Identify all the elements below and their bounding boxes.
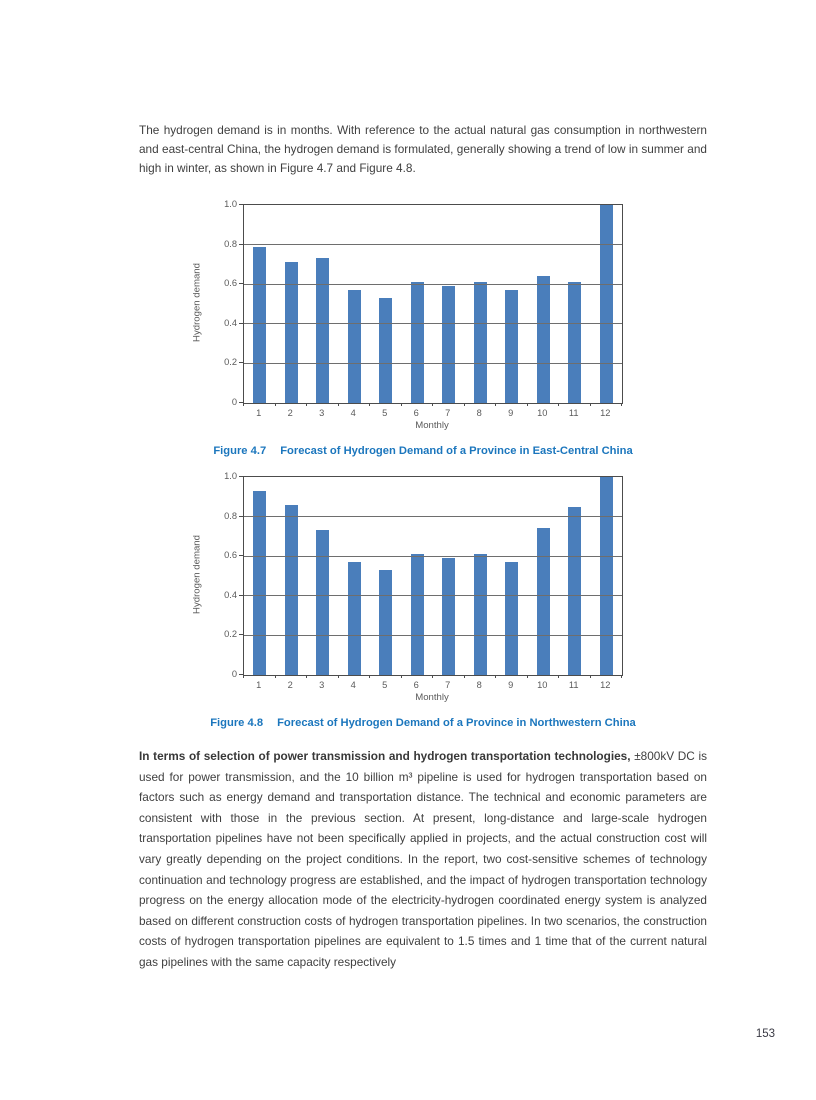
bar-chart-figure-4-7: [191, 198, 631, 432]
paragraph-technology-selection: [139, 746, 707, 973]
y-tick-label: 1.0: [224, 199, 237, 209]
bar-month-9: [505, 290, 518, 403]
x-tick-label: 5: [382, 680, 388, 690]
x-tick-label: 9: [508, 680, 514, 690]
y-tick-mark: [239, 516, 243, 517]
x-tick-label: 2: [287, 680, 293, 690]
bar-month-3: [316, 258, 329, 403]
x-tick-mark: [338, 675, 339, 678]
x-tick-mark: [590, 403, 591, 406]
bar-chart-figure-4-8: [191, 470, 631, 704]
y-tick-mark: [239, 323, 243, 324]
x-tick-label: 2: [287, 408, 293, 418]
figure-4-7-caption: [139, 445, 707, 457]
y-tick-label: 1.0: [224, 471, 237, 481]
x-tick-mark: [369, 403, 370, 406]
y-tick-mark: [239, 595, 243, 596]
y-axis-title: Hydrogen demand: [191, 535, 203, 614]
bar-month-7: [442, 558, 455, 675]
plot-area: [243, 204, 623, 404]
x-tick-label: 3: [319, 680, 325, 690]
x-tick-label: 10: [537, 680, 548, 690]
x-tick-mark: [306, 675, 307, 678]
y-tick-mark: [239, 555, 243, 556]
x-tick-mark: [527, 675, 528, 678]
y-tick-label: 0.6: [224, 278, 237, 289]
bar-month-12: [600, 477, 613, 675]
gridline: [244, 284, 622, 285]
x-tick-mark: [275, 403, 276, 406]
figure-label: Figure 4.7: [213, 445, 267, 457]
x-tick-label: 4: [350, 408, 356, 418]
x-tick-label: 12: [600, 408, 611, 418]
y-tick-mark: [239, 244, 243, 245]
bar-month-6: [411, 282, 424, 403]
gridline: [244, 244, 622, 245]
x-axis-title: Monthly: [415, 692, 449, 703]
x-tick-label: 8: [476, 680, 482, 690]
figure-label: Figure 4.8: [210, 717, 264, 729]
gridline: [244, 556, 622, 557]
y-tick-label: 0.6: [224, 550, 237, 561]
figure-4-8-caption: [139, 717, 707, 729]
bar-month-8: [474, 282, 487, 403]
gridline: [244, 323, 622, 324]
gridline: [244, 363, 622, 364]
x-tick-label: 6: [413, 408, 419, 418]
page-number: 153: [755, 1028, 775, 1040]
y-tick-label: 0: [231, 397, 237, 407]
x-tick-label: 8: [476, 408, 482, 418]
x-tick-label: 10: [537, 408, 548, 418]
y-axis-title: Hydrogen demand: [191, 263, 203, 342]
bar-month-6: [411, 554, 424, 675]
x-tick-mark: [464, 403, 465, 406]
x-tick-mark: [495, 403, 496, 406]
paragraph-bold-lead: In terms of selection of power transmission and hydrogen transportation technologies,: [139, 749, 631, 763]
x-tick-mark: [590, 675, 591, 678]
x-tick-mark: [527, 403, 528, 406]
x-tick-mark: [243, 403, 244, 406]
y-tick-mark: [239, 204, 243, 205]
bar-month-4: [348, 290, 361, 403]
x-tick-mark: [338, 403, 339, 406]
bar-month-1: [253, 491, 266, 675]
x-tick-mark: [401, 403, 402, 406]
x-axis-title: Monthly: [415, 420, 449, 431]
x-tick-mark: [621, 403, 622, 406]
x-tick-label: 6: [413, 680, 419, 690]
bar-month-10: [537, 528, 550, 675]
x-tick-mark: [558, 403, 559, 406]
x-tick-label: 7: [445, 680, 451, 690]
x-tick-mark: [243, 675, 244, 678]
bar-month-5: [379, 570, 392, 675]
bar-month-3: [316, 530, 329, 675]
x-tick-mark: [432, 403, 433, 406]
y-tick-label: 0.4: [224, 317, 237, 328]
y-tick-mark: [239, 362, 243, 363]
x-tick-label: 9: [508, 408, 514, 418]
gridline: [244, 595, 622, 596]
x-tick-mark: [558, 675, 559, 678]
x-tick-mark: [495, 675, 496, 678]
x-tick-label: 1: [256, 680, 262, 690]
y-tick-label: 0.4: [224, 589, 237, 600]
bar-month-11: [568, 507, 581, 675]
x-tick-label: 3: [319, 408, 325, 418]
bar-month-9: [505, 562, 518, 675]
x-tick-mark: [621, 675, 622, 678]
bar-month-7: [442, 286, 455, 403]
y-tick-mark: [239, 476, 243, 477]
x-tick-label: 11: [568, 408, 579, 418]
x-tick-mark: [401, 675, 402, 678]
y-tick-label: 0.2: [224, 629, 237, 640]
figure-caption-text: Forecast of Hydrogen Demand of a Province in East-Central China: [280, 445, 633, 457]
gridline: [244, 516, 622, 517]
x-tick-mark: [464, 675, 465, 678]
x-tick-label: 7: [445, 408, 451, 418]
paragraph-hydrogen-demand-intro: The hydrogen demand is in months. With reference to the actual natural gas consumption in northwestern and east-central China, the hydrogen demand is formulated, generally showing a trend of low in summer and high in winter, as shown in Figure 4.7 and Figure 4.8.: [139, 123, 707, 175]
y-tick-label: 0.8: [224, 238, 237, 249]
x-tick-mark: [275, 675, 276, 678]
bar-month-4: [348, 562, 361, 675]
plot-area: [243, 476, 623, 676]
x-tick-label: 5: [382, 408, 388, 418]
y-tick-label: 0.2: [224, 357, 237, 368]
bar-month-2: [285, 505, 298, 675]
bar-month-5: [379, 298, 392, 403]
bar-month-11: [568, 282, 581, 403]
x-tick-mark: [369, 675, 370, 678]
y-tick-mark: [239, 634, 243, 635]
gridline: [244, 635, 622, 636]
x-tick-label: 4: [350, 680, 356, 690]
content-column: [139, 0, 707, 973]
x-tick-mark: [306, 403, 307, 406]
y-tick-mark: [239, 283, 243, 284]
x-tick-mark: [432, 675, 433, 678]
x-tick-label: 11: [568, 680, 579, 690]
y-tick-label: 0.8: [224, 510, 237, 521]
bar-month-12: [600, 205, 613, 403]
paragraph-body-rest: ±800kV DC is used for power transmission, and the 10 billion m³ pipeline is used for hydrogen transportation based on factors such as energy demand and transportation distance. The technical and economic parameters are consistent with those in the previous section. At present, long-distance and large-scale hydrogen transportation pipelines have not been specifically applied in projects, and the actual construction cost will vary greatly depending on the project conditions. In the report, two cost-sensitive schemes of technology continuation and technology progress are established, and the impact of hydrogen transportation technology progress on the energy allocation mode of the electricity-hydrogen coordinated energy system is analyzed based on different construction costs of hydrogen transportation pipelines. In two scenarios, the construction costs of hydrogen transportation pipelines are equivalent to 1.5 times and 1 time that of the current natural gas pipelines with the same capacity respectively: [139, 749, 707, 969]
bar-month-1: [253, 247, 266, 403]
x-tick-label: 12: [600, 680, 611, 690]
figure-caption-text: Forecast of Hydrogen Demand of a Province in Northwestern China: [277, 717, 636, 729]
bar-month-10: [537, 276, 550, 403]
y-tick-label: 0: [231, 669, 237, 679]
bar-month-8: [474, 554, 487, 675]
x-tick-label: 1: [256, 408, 262, 418]
